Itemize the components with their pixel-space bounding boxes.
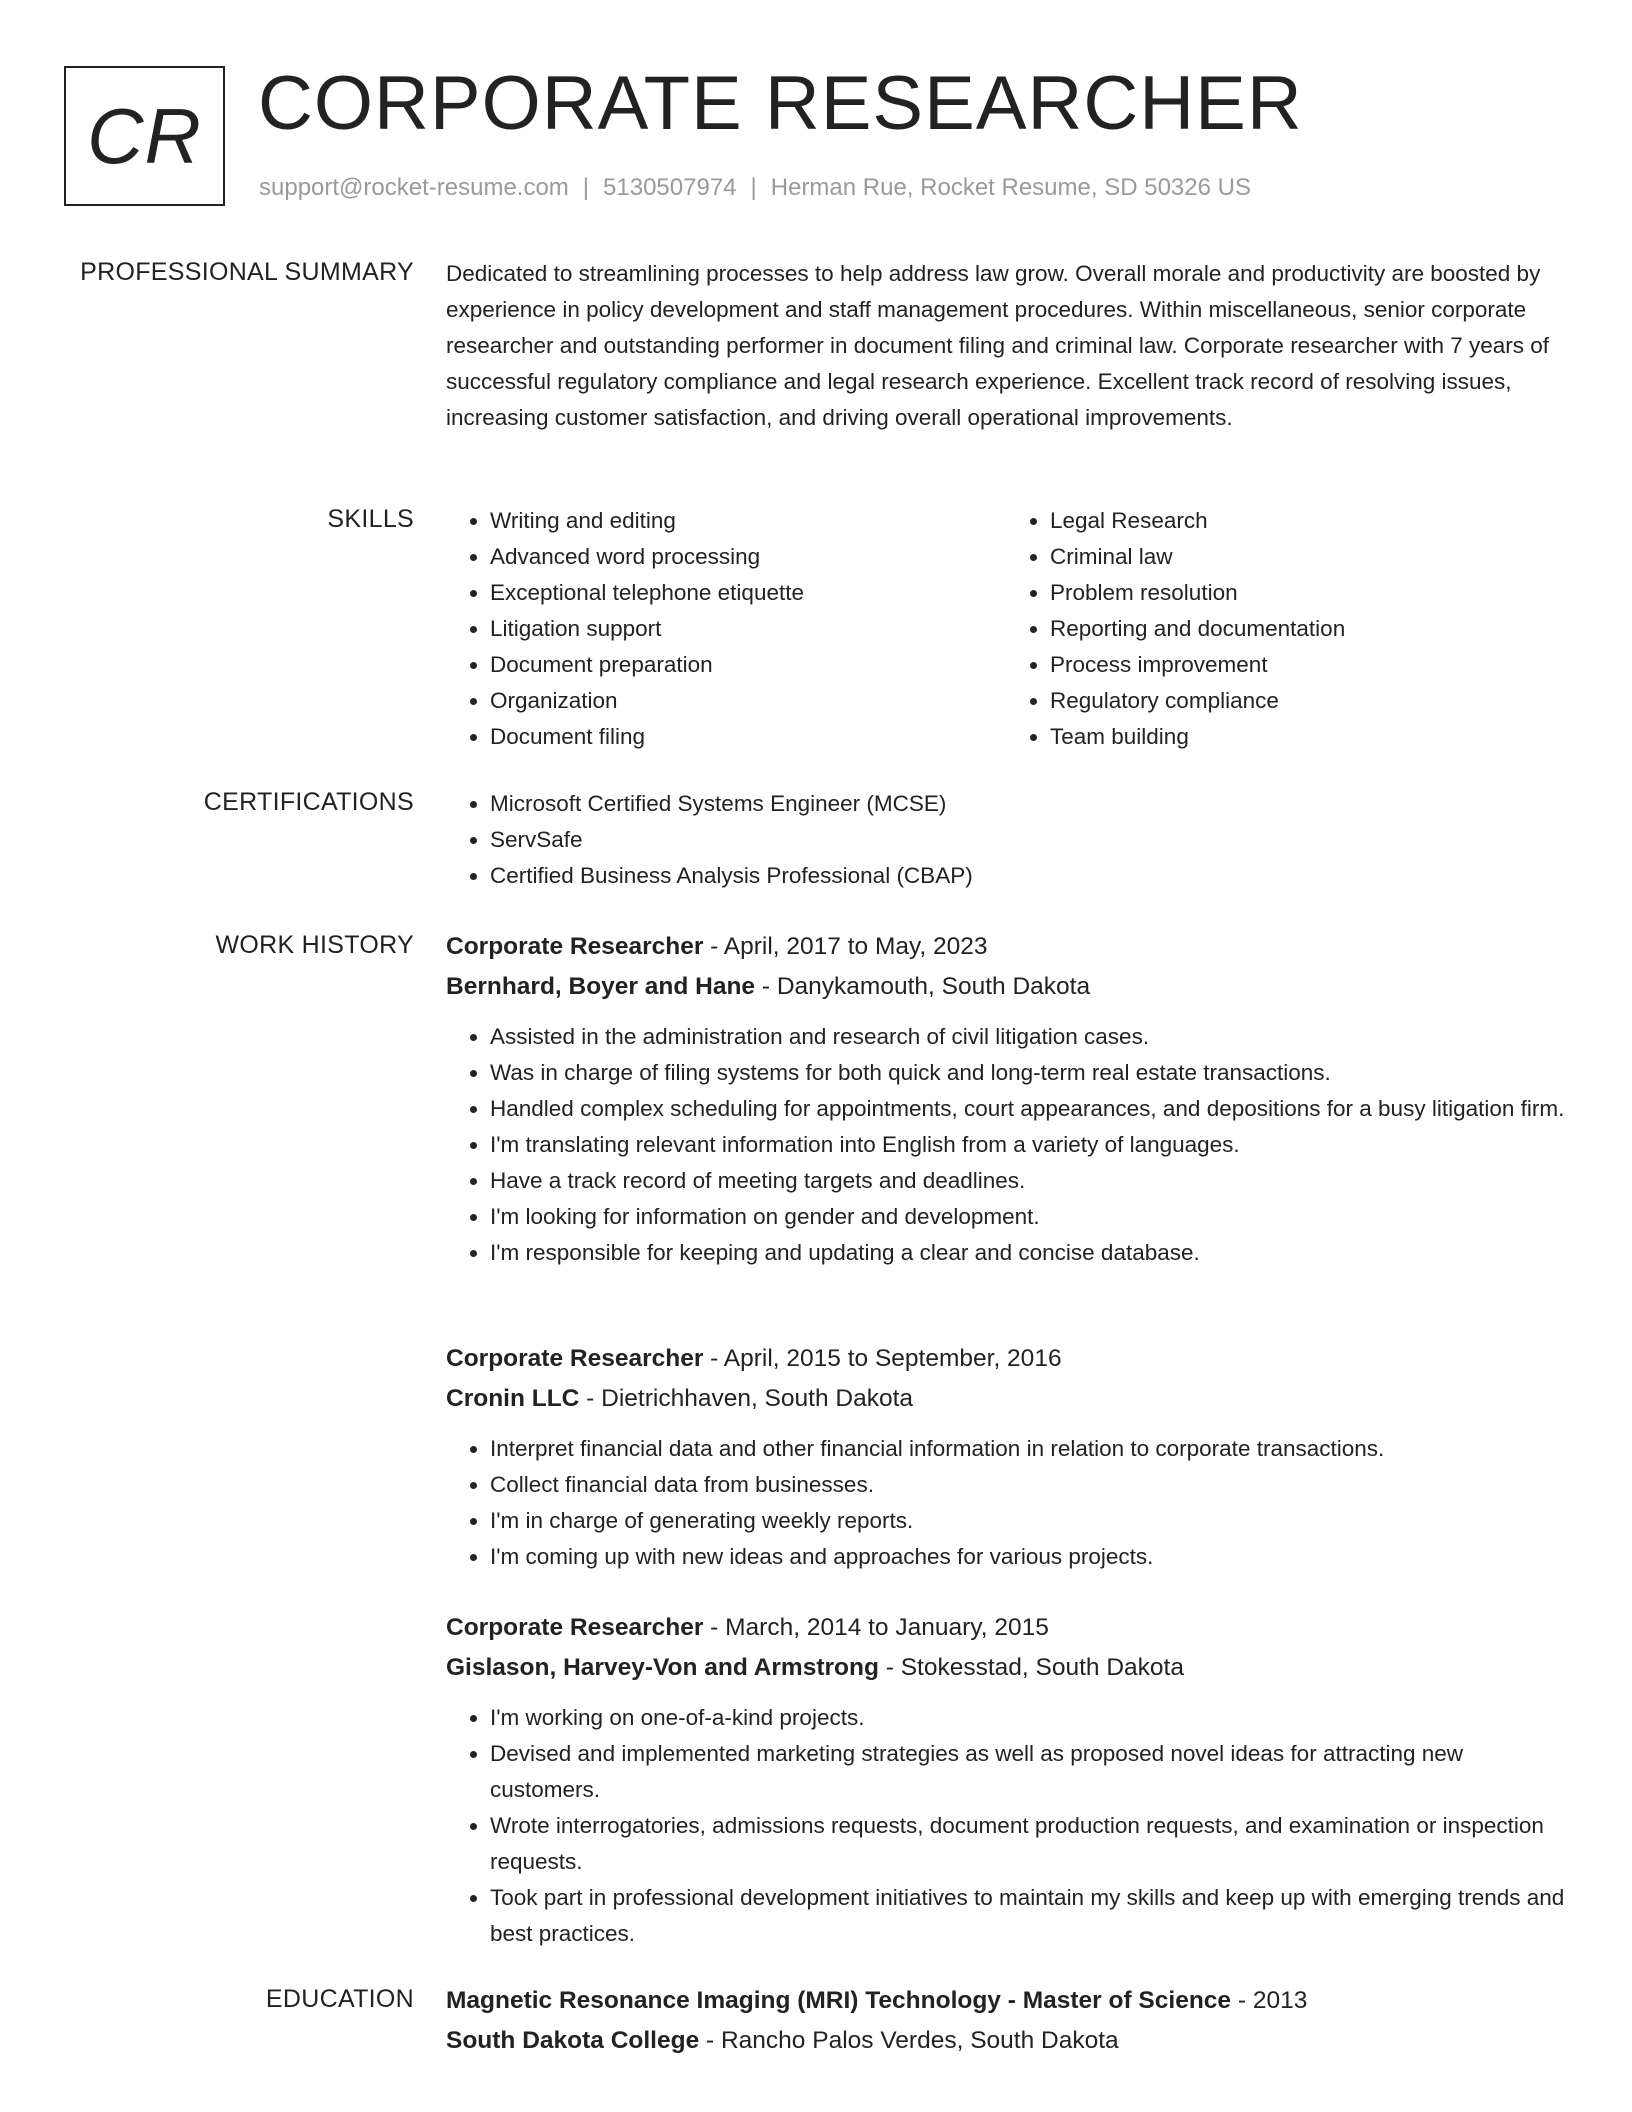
skill-item: • Regulatory compliance — [1050, 683, 1566, 719]
job-bullet: • Handled complex scheduling for appointments, court appearances, and depositions for a busy litigation firm. — [490, 1091, 1566, 1127]
job-dates: - April, 2015 to September, 2016 — [703, 1345, 1062, 1372]
job-bullet: • I'm working on one-of-a-kind projects. — [490, 1700, 1566, 1736]
skill-item: • Document filing — [490, 719, 1006, 755]
job-title: Corporate Researcher — [446, 933, 704, 960]
job-location: - Stokesstad, South Dakota — [878, 1654, 1184, 1681]
degree: Magnetic Resonance Imaging (MRI) Technology - Master of Science — [446, 1987, 1232, 2014]
job-bullet-list — [446, 1019, 1566, 1271]
contact-line — [259, 174, 1251, 202]
job-bullet: • Devised and implemented marketing strategies as well as proposed novel ideas for attracting new customers. — [490, 1736, 1566, 1808]
job-entry — [446, 1339, 1566, 1575]
skill-item: • Litigation support — [490, 611, 1006, 647]
certification-item: • Microsoft Certified Systems Engineer (MCSE) — [490, 786, 1566, 822]
job-dates: - April, 2017 to May, 2023 — [703, 933, 988, 960]
skill-item: • Process improvement — [1050, 647, 1566, 683]
job-title-line — [446, 1608, 1566, 1648]
job-title-line — [446, 927, 1566, 967]
job-bullet: • I'm responsible for keeping and updating a clear and concise database. — [490, 1235, 1566, 1271]
job-bullet: • I'm translating relevant information into English from a variety of languages. — [490, 1127, 1566, 1163]
skill-item: • Problem resolution — [1050, 575, 1566, 611]
job-bullet: • Collect financial data from businesses. — [490, 1467, 1566, 1503]
contact-address: Herman Rue, Rocket Resume, SD 50326 US — [770, 174, 1251, 201]
skills-columns — [446, 503, 1566, 755]
job-bullet: • Interpret financial data and other financial information in relation to corporate transactions. — [490, 1431, 1566, 1467]
graduation-year: - 2013 — [1231, 1987, 1308, 2014]
job-title-line — [446, 1339, 1566, 1379]
job-entry — [446, 1608, 1566, 1952]
job-company: Cronin LLC — [446, 1385, 580, 1412]
section-label-certifications: CERTIFICATIONS — [203, 788, 414, 816]
school-location: - Rancho Palos Verdes, South Dakota — [699, 2027, 1119, 2054]
school-name: South Dakota College — [446, 2027, 700, 2054]
job-bullet: • I'm looking for information on gender and development. — [490, 1199, 1566, 1235]
degree-line — [446, 1981, 1566, 2021]
skill-item: • Advanced word processing — [490, 539, 1006, 575]
education-entry — [446, 1981, 1566, 2061]
job-entry — [446, 927, 1566, 1271]
job-bullet: • Was in charge of filing systems for both quick and long-term real estate transactions. — [490, 1055, 1566, 1091]
certification-item: • ServSafe — [490, 822, 1566, 858]
school-line — [446, 2021, 1566, 2061]
job-location: - Dietrichhaven, South Dakota — [579, 1385, 914, 1412]
section-label-summary: PROFESSIONAL SUMMARY — [80, 258, 414, 286]
certifications-list — [446, 786, 1566, 894]
contact-phone: 5130507974 — [603, 174, 737, 201]
job-company-line — [446, 967, 1566, 1007]
contact-separator: | — [582, 174, 590, 201]
job-bullet: • Assisted in the administration and research of civil litigation cases. — [490, 1019, 1566, 1055]
job-company-line — [446, 1379, 1566, 1419]
skill-item: • Writing and editing — [490, 503, 1006, 539]
job-dates: - March, 2014 to January, 2015 — [703, 1614, 1049, 1641]
contact-email: support@rocket-resume.com — [259, 174, 569, 201]
section-label-skills: SKILLS — [327, 505, 414, 533]
skills-list-right — [1006, 503, 1566, 755]
skill-item: • Criminal law — [1050, 539, 1566, 575]
skill-item: • Exceptional telephone etiquette — [490, 575, 1006, 611]
job-bullet: • I'm in charge of generating weekly reports. — [490, 1503, 1566, 1539]
section-label-work-history: WORK HISTORY — [215, 931, 414, 959]
resume-header — [64, 61, 1568, 212]
certifications-content — [446, 786, 1566, 894]
job-location: - Danykamouth, South Dakota — [755, 973, 1091, 1000]
skill-item: • Legal Research — [1050, 503, 1566, 539]
initials-monogram: CR — [64, 66, 225, 206]
skill-item: • Reporting and documentation — [1050, 611, 1566, 647]
skill-item: • Team building — [1050, 719, 1566, 755]
job-bullet: • Took part in professional development initiatives to maintain my skills and keep up with emerging trends and best practices. — [490, 1880, 1566, 1952]
job-bullet: • Have a track record of meeting targets and deadlines. — [490, 1163, 1566, 1199]
job-title: Corporate Researcher — [446, 1614, 704, 1641]
job-bullet: • I'm coming up with new ideas and approaches for various projects. — [490, 1539, 1566, 1575]
skill-item: • Document preparation — [490, 647, 1006, 683]
job-company-line — [446, 1648, 1566, 1688]
certification-item: • Certified Business Analysis Professional (CBAP) — [490, 858, 1566, 894]
job-bullet-list — [446, 1700, 1566, 1952]
contact-separator: | — [750, 174, 757, 201]
job-bullet: • Wrote interrogatories, admissions requests, document production requests, and examination or inspection requests. — [490, 1808, 1566, 1880]
job-bullet-list — [446, 1431, 1566, 1575]
summary-text: Dedicated to streamlining processes to help address law grow. Overall morale and productivity are boosted by experience in policy development and staff management procedures. Within miscellaneous, senior corporate researcher and outstanding performer in document filing and criminal law. Corporate researcher with 7 years of successful regulatory compliance and legal research experience. Excellent track record of resolving issues, increasing customer satisfaction, and driving overall operational improvements. — [446, 261, 1550, 430]
skill-item: • Organization — [490, 683, 1006, 719]
section-label-education: EDUCATION — [265, 1985, 414, 2013]
job-title: Corporate Researcher — [446, 1345, 704, 1372]
job-company: Gislason, Harvey-Von and Armstrong — [446, 1654, 879, 1681]
skills-list-left — [446, 503, 1006, 755]
candidate-name: CORPORATE RESEARCHER — [258, 61, 1303, 146]
job-company: Bernhard, Boyer and Hane — [446, 973, 756, 1000]
